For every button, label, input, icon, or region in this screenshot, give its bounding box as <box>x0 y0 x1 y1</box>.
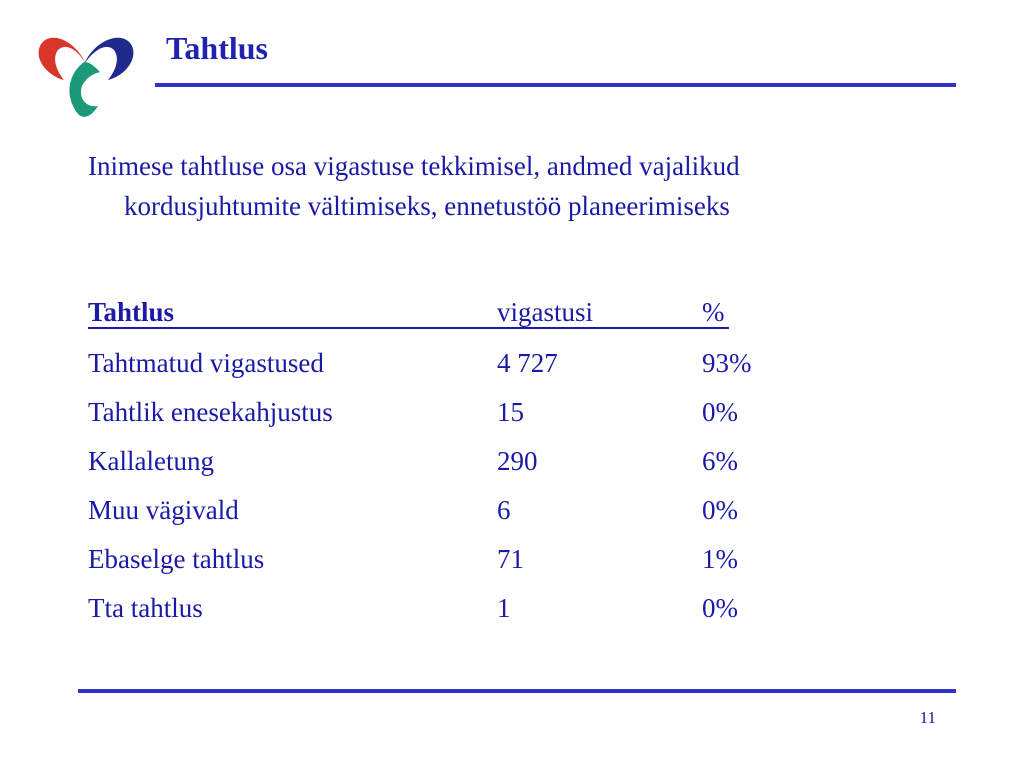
table-row <box>88 392 788 441</box>
intro-line-2: kordusjuhtumite vältimiseks, ennetustöö planeerimiseks <box>124 191 730 221</box>
table-row <box>88 539 788 588</box>
row-count: 15 <box>497 397 524 427</box>
row-percent: 0% <box>702 495 738 525</box>
title-divider <box>155 83 956 87</box>
intro-text <box>88 146 948 226</box>
footer-divider <box>78 689 956 693</box>
row-count: 4 727 <box>497 348 558 378</box>
row-percent: 1% <box>702 544 738 574</box>
header-tahtlus: Tahtlus <box>88 297 175 327</box>
slide-title: Tahtlus <box>166 30 268 66</box>
table-row <box>88 588 788 637</box>
header-vigastusi: vigastusi <box>497 297 594 327</box>
row-category: Tta tahtlus <box>88 593 203 623</box>
trefoil-logo-icon <box>34 24 138 120</box>
row-category: Kallaletung <box>88 446 214 476</box>
table-row <box>88 490 788 539</box>
table-row <box>88 343 788 392</box>
page-number: 11 <box>919 708 936 727</box>
row-category: Tahtmatud vigastused <box>88 348 324 378</box>
row-category: Muu vägivald <box>88 495 239 525</box>
row-percent: 0% <box>702 397 738 427</box>
table-row <box>88 441 788 490</box>
row-count: 1 <box>497 593 511 623</box>
row-count: 6 <box>497 495 511 525</box>
row-category: Ebaselge tahtlus <box>88 544 265 574</box>
row-percent: 6% <box>702 446 738 476</box>
row-count: 71 <box>497 544 524 574</box>
row-percent: 0% <box>702 593 738 623</box>
row-category: Tahtlik enesekahjustus <box>88 397 333 427</box>
intro-line-1: Inimese tahtluse osa vigastuse tekkimisel, andmed vajalikud <box>88 151 740 181</box>
data-table <box>88 292 788 637</box>
table-header-row <box>88 292 729 329</box>
row-count: 290 <box>497 446 538 476</box>
header-percent: % <box>702 297 725 327</box>
row-percent: 93% <box>702 348 752 378</box>
